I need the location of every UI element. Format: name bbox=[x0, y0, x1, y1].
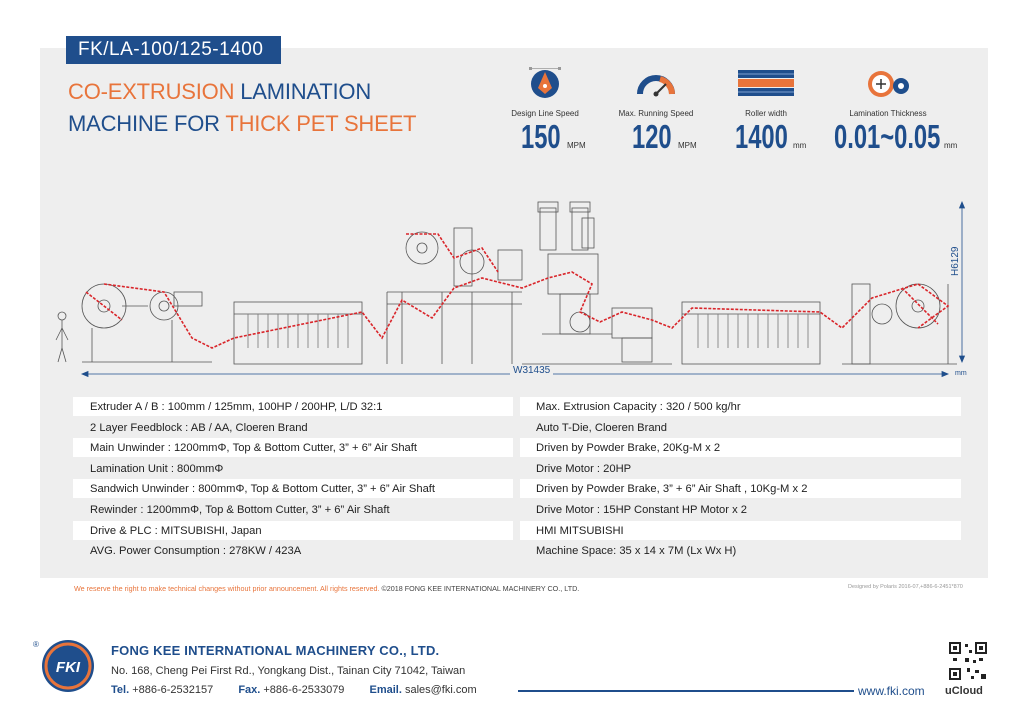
spec-max-speed bbox=[616, 64, 696, 118]
spec-value-lamination-thickness: 0.01~0.05 mm bbox=[834, 118, 958, 155]
logo-text: FKI bbox=[55, 659, 81, 676]
table-row: Rewinder : 1200mmΦ, Top & Bottom Cutter, 3” + 6” Air Shaft Drive Motor : 15HP Constant HP Motor x 2 bbox=[73, 500, 961, 521]
table-row: Main Unwinder : 1200mmΦ, Top & Bottom Cutter, 3” + 6” Air Shaft Driven by Powder Brake, 20Kg-M x 2 bbox=[73, 438, 961, 459]
table-row: AVG. Power Consumption : 278KW / 423A Machine Space: 35 x 14 x 7M (Lx Wx H) bbox=[73, 541, 961, 562]
dimension-unit: mm bbox=[955, 370, 967, 377]
rights-notice: We reserve the right to make technical changes without prior announcement. All rights reserved. ©2018 FONG KEE INTERNATIONAL MACHINERY CO., LTD. bbox=[74, 584, 580, 593]
table-row: Lamination Unit : 800mmΦ Drive Motor : 20HP bbox=[73, 459, 961, 480]
phone-number: +886-6-2532157 bbox=[129, 684, 214, 696]
spec-label: Design Line Speed bbox=[511, 109, 579, 118]
rollers-plus-icon bbox=[861, 64, 915, 102]
spec-value-max-speed: 120 MPM bbox=[632, 118, 697, 155]
spec-roller-width bbox=[726, 64, 806, 118]
qr-code-icon[interactable] bbox=[947, 640, 989, 682]
website-link[interactable]: www.fki.com bbox=[858, 684, 925, 698]
designed-by: Designed by Polaris 2016-07,+886-6-2451*870 bbox=[848, 584, 963, 590]
table-row: Sandwich Unwinder : 800mmΦ, Top & Bottom Cutter, 3” + 6” Air Shaft Driven by Powder Brake, 3” + 6” Air Shaft , 10Kg-M x 2 bbox=[73, 479, 961, 500]
contact-line: Tel. +886-6-2532157 Fax. +886-6-2533079 Email. sales@fki.com bbox=[111, 684, 477, 696]
company-address: No. 168, Cheng Pei First Rd., Yongkang Dist., Tainan City 71042, Taiwan bbox=[111, 665, 466, 677]
company-logo bbox=[40, 638, 96, 694]
spec-design-speed bbox=[506, 64, 584, 118]
spec-label: Max. Running Speed bbox=[618, 109, 694, 118]
model-tab: FK/LA-100/125-1400 bbox=[66, 36, 281, 64]
registered-mark: ® bbox=[33, 640, 39, 649]
machine-diagram bbox=[52, 188, 982, 383]
page-title: CO-EXTRUSION LAMINATION MACHINE FOR THICK PET SHEET bbox=[68, 79, 417, 136]
fax-number: +886-6-2533079 bbox=[260, 684, 345, 696]
footer-divider bbox=[518, 690, 854, 692]
spec-lamination-thickness bbox=[844, 64, 932, 118]
pen-nib-icon bbox=[523, 64, 567, 102]
company-name: FONG KEE INTERNATIONAL MACHINERY CO., LTD. bbox=[111, 643, 440, 658]
spec-value-design-speed: 150 MPM bbox=[521, 118, 586, 155]
spec-label: Roller width bbox=[745, 109, 787, 118]
spec-label: Lamination Thickness bbox=[849, 109, 927, 118]
table-row: Drive & PLC : MITSUBISHI, Japan HMI MITSUBISHI bbox=[73, 521, 961, 542]
table-row: 2 Layer Feedblock : AB / AA, Cloeren Brand Auto T-Die, Cloeren Brand bbox=[73, 418, 961, 439]
speedometer-icon bbox=[634, 64, 678, 102]
ucloud-label: uCloud bbox=[945, 685, 983, 697]
email-address[interactable]: sales@fki.com bbox=[401, 684, 477, 696]
height-dimension-label: H6129 bbox=[950, 246, 961, 276]
spec-table bbox=[73, 397, 961, 562]
table-row: Extruder A / B : 100mm / 125mm, 100HP / 200HP, L/D 32:1 Max. Extrusion Capacity : 320 / 500 kg/hr bbox=[73, 397, 961, 418]
roller-icon bbox=[736, 64, 796, 102]
width-dimension-label: W31435 bbox=[510, 365, 553, 376]
spec-value-roller-width: 1400 mm bbox=[735, 118, 807, 155]
